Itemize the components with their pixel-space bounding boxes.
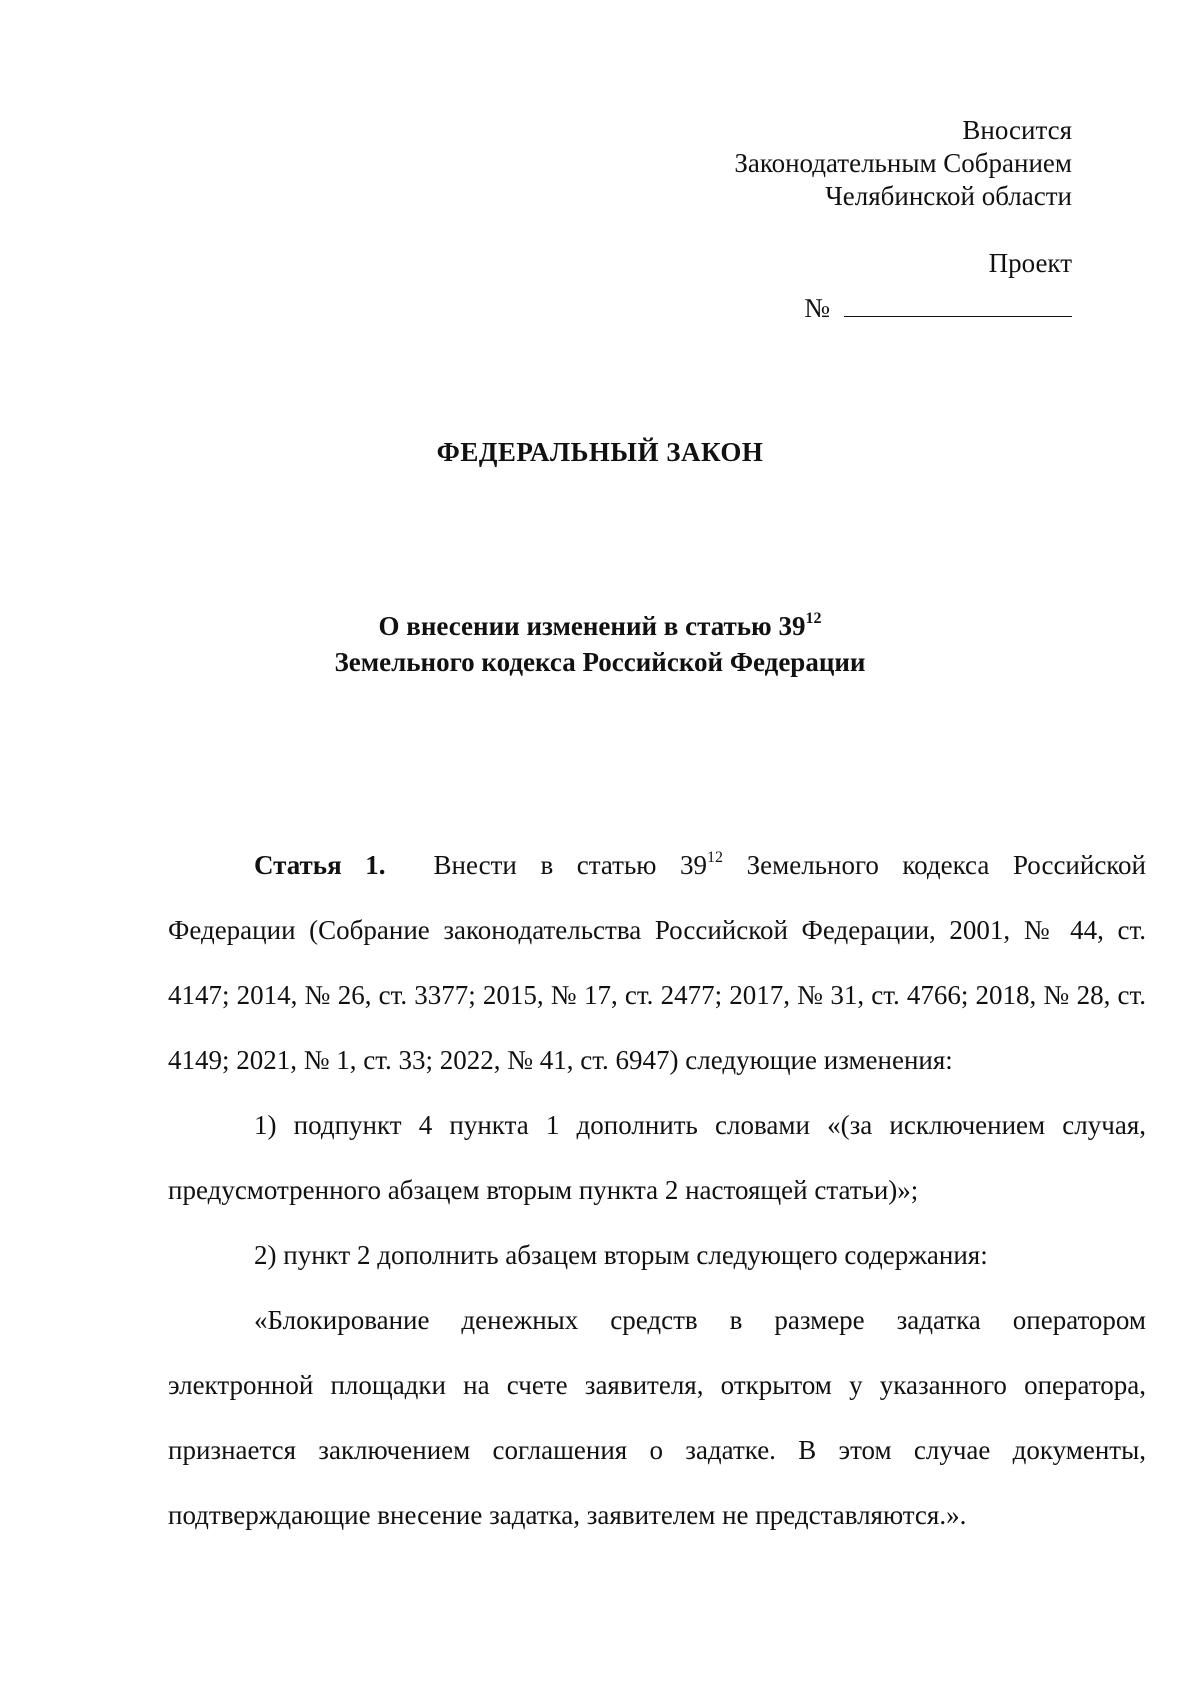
title-line-2: Земельного кодекса Российской Федерации [334, 647, 866, 677]
draft-label: Проект [988, 248, 1072, 278]
article-intro-post: Земельного кодекса Российской Федерации (Собрание законодательства Российской Федерации, 2001, № 44, ст. 4147; 2014, № 26, ст. 3377; 2015, № 17, ст. 2477; 2017, № 31, ст. 4766; 2018, № 28, ст. 4149; 2021, № 1, ст. 33; 2022, № 41, ст. 6947) следующие изменения: [168, 850, 1147, 1075]
document-body [168, 833, 1146, 1548]
article-label: Статья 1. [254, 850, 386, 880]
draft-block [804, 247, 1072, 325]
article-item-2: 2) пункт 2 дополнить абзацем вторым следующего содержания: [254, 1240, 988, 1270]
submitted-line-3: Челябинской области [825, 181, 1072, 211]
article-item-1: 1) подпункт 4 пункта 1 дополнить словами «(за исключением случая, предусмотренного абзацем вторым пункта 2 настоящей статьи)»; [168, 1110, 1146, 1205]
draft-number-row [804, 290, 1072, 325]
document-type: ФЕДЕРАЛЬНЫЙ ЗАКОН [436, 437, 764, 467]
article-intro-pre: Внести в статью 39 [433, 850, 708, 880]
article-1-intro [168, 833, 1146, 1093]
number-blank-line [844, 290, 1072, 317]
article-intro-superscript: 12 [707, 849, 724, 866]
title-line-1-text: О внесении изменений в статью 39 [378, 611, 806, 641]
submitted-line-1: Вносится [962, 115, 1072, 145]
submitted-by-block [734, 114, 1072, 213]
title-article-superscript: 12 [805, 610, 822, 627]
title-line-1 [0, 608, 1200, 644]
article-quote: «Блокирование денежных средств в размере задатка оператором электронной площадки на счете заявителя, открытом у указанного оператора, признается заключением соглашения о задатке. В этом случае документы, подтверждающие внесение задатка, заявителем не представляются.». [168, 1305, 1146, 1530]
submitted-line-2: Законодательным Собранием [734, 148, 1072, 178]
number-label: № [804, 293, 830, 323]
document-title [0, 608, 1200, 680]
